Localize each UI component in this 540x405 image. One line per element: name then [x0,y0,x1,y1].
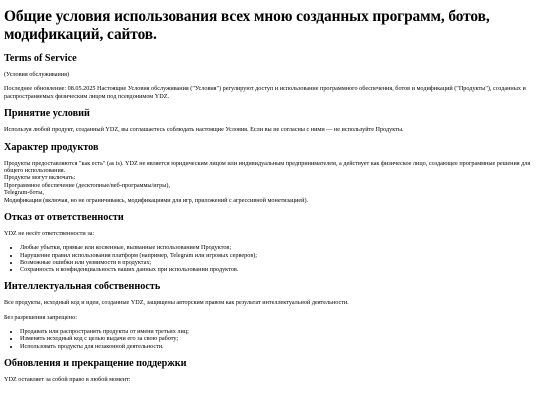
list-item: • Нарушение правил использования платформ (например, Telegram или игровых серверов); [20,252,534,259]
support-paragraph: YDZ оставляет за собой право в любой момент: [4,375,131,383]
ip-intro: Без разрешения запрещено: [4,313,77,321]
list-item: • Сохранность и конфиденциальность ваших данных при использовании продуктов. [20,266,534,273]
last-updated-paragraph: Последнее обновление: 08.05.2025 Настоящие Условия обслуживания ("Условия") регулируют доступ и использование программного обеспечения, ботов и модификаций ("Продукты"), созданных и распространяемых физическим лицом под псевдонимом YDZ. [4,85,526,100]
section-heading-accept: Принятие условий [4,108,90,120]
section-heading-ip: Интеллектуальная собственность [4,281,161,293]
list-item: • Любые убытки, прямые или косвенные, вызванные использованием Продуктов; [20,244,534,251]
list-item: • Изменять исходный код с целью выдачи его за свою работу; [20,335,534,342]
section-heading-nature: Характер продуктов [4,141,99,153]
nature-line-2: Программное обеспечение (десктопные/веб-программы/игры), [4,181,170,189]
disclaimer-list [4,244,534,273]
list-item: • Продавать или распространять продукты от имени третьих лиц; [20,328,534,335]
nature-paragraph [4,160,534,204]
list-item: • Возможные ошибки или уязвимости в продуктах; [20,259,534,266]
tos-heading: Terms of Service [4,53,77,64]
ip-list [4,328,534,350]
nature-line-3: Telegram-боты, [4,189,44,197]
nature-text: Продукты предоставляются "как есть" (as is). YDZ не является юридическим лицом или индивидуальным предпринимателем, а действует как физическое лицо, создающее программные решения для общего использования. [4,159,531,175]
disclaimer-intro: YDZ не несёт ответственности за: [4,230,95,238]
nature-line-1: Продукты могут включать: [4,174,76,182]
ip-paragraph: Все продукты, исходный код и идеи, созданные YDZ, защищены авторским правом как результат интеллектуальной деятельности. [4,299,349,307]
tos-subtitle: (Условия обслуживания) [4,71,70,78]
section-heading-disclaimer: Отказ от ответственности [4,212,124,224]
list-item: • Использовать продукты для незаконной деятельности. [20,343,534,350]
accept-paragraph: Используя любой продукт, созданный YDZ, вы соглашаетесь соблюдать настоящие Условия. Если вы не согласны с ними — не используйте Продукты. [4,126,404,134]
page-title: Общие условия использования всех мною созданных программ, ботов, модификаций, сайтов. [4,8,490,43]
section-heading-support: Обновления и прекращение поддержки [4,357,187,369]
nature-line-4: Модификации (включая, но не ограничиваясь, модификациями для игр, приложений с агрессивной монетизацией). [4,196,309,204]
